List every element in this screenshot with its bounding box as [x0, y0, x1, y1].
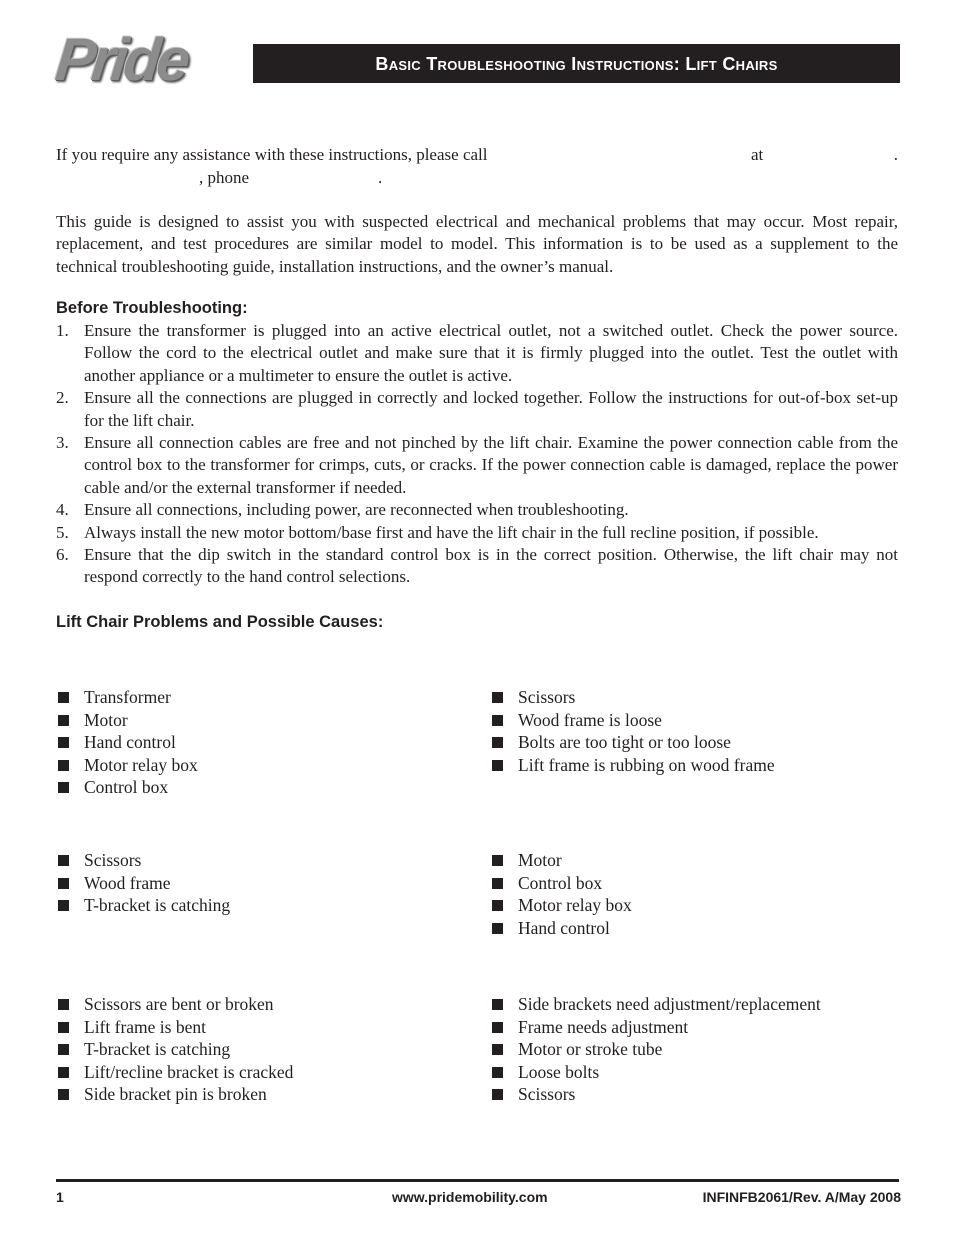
square-bullet-icon [492, 1067, 503, 1078]
cause-text: Side bracket pin is broken [84, 1084, 267, 1105]
cause-item [490, 917, 632, 940]
cause-item [56, 709, 198, 732]
cause-text: Wood frame is loose [518, 709, 662, 730]
cause-item [56, 776, 198, 799]
cause-item [490, 1083, 821, 1106]
assistance-period: . [893, 145, 898, 164]
cause-text: Scissors [518, 687, 576, 707]
cause-item [490, 1038, 821, 1061]
step-number: 1. [56, 321, 69, 340]
square-bullet-icon [492, 878, 503, 889]
square-bullet-icon [58, 782, 69, 793]
cause-list-4 [490, 849, 632, 939]
cause-text: Hand control [84, 732, 176, 753]
cause-text: Frame needs adjustment [518, 1016, 689, 1037]
assistance-at: at [751, 145, 764, 164]
step-item [56, 320, 898, 387]
step-item [56, 387, 898, 432]
cause-item [56, 1083, 293, 1106]
cause-text: Motor [518, 850, 562, 870]
cause-text: Loose bolts [518, 1061, 600, 1082]
pride-logo: Pride [52, 26, 190, 93]
step-number: 3. [56, 433, 69, 453]
intro-paragraph: This guide is designed to assist you with suspected electrical and mechanical problems that may occur. Most repair, replacement, and test procedures are similar model to model. This information is to be used as a supplement to the technical troubleshooting guide, installation instructions, and the owner’s manual. [56, 212, 898, 276]
square-bullet-icon [492, 737, 503, 748]
assistance-period-2: . [378, 168, 383, 187]
square-bullet-icon [492, 923, 503, 934]
cause-item [56, 1016, 293, 1039]
assistance-text: If you require any assistance with these instructions, please call [56, 145, 488, 164]
cause-text: Wood frame [84, 872, 171, 893]
square-bullet-icon [58, 737, 69, 748]
step-item [56, 499, 898, 521]
cause-text: Control box [518, 872, 603, 893]
square-bullet-icon [58, 1089, 69, 1100]
cause-text: Lift/recline bracket is cracked [84, 1061, 294, 1082]
square-bullet-icon [492, 855, 503, 866]
cause-text: Motor relay box [84, 754, 198, 775]
before-troubleshooting-steps [56, 320, 898, 589]
square-bullet-icon [492, 692, 503, 703]
cause-item [490, 686, 775, 709]
cause-item [490, 993, 821, 1016]
cause-item [56, 872, 230, 895]
square-bullet-icon [58, 878, 69, 889]
step-text: Ensure that the dip switch in the standard control box is in the correct position. Otherwise, the lift chair may not respond correctly to the hand control selections. [84, 545, 898, 587]
cause-text: Scissors [84, 850, 142, 870]
footer-rule [56, 1179, 899, 1182]
cause-list-1 [56, 686, 198, 799]
cause-item [56, 894, 230, 917]
cause-text: Scissors [518, 1084, 576, 1105]
cause-text: Hand control [518, 917, 610, 938]
step-item [56, 432, 898, 499]
before-troubleshooting-heading: Before Troubleshooting: [56, 299, 248, 317]
cause-text: Scissors are bent or broken [84, 994, 274, 1014]
step-text: Always install the new motor bottom/base first and have the lift chair in the full recline position, if possible. [84, 522, 819, 542]
step-item [56, 522, 898, 544]
page-number: 1 [56, 1189, 64, 1205]
cause-text: Motor relay box [518, 895, 632, 916]
cause-item [490, 894, 632, 917]
cause-text: Side brackets need adjustment/replacement [518, 994, 821, 1014]
cause-text: Lift frame is bent [84, 1016, 206, 1037]
step-text: Ensure all connection cables are free and not pinched by the lift chair. Examine the power connection cable from the control box to the transformer for crimps, cuts, or cracks. If the power connection cable is damaged, replace the power cable and/or the external transformer if needed. [84, 433, 898, 497]
step-number: 4. [56, 500, 69, 520]
step-item [56, 544, 898, 589]
cause-item [56, 731, 198, 754]
square-bullet-icon [58, 760, 69, 771]
cause-text: Transformer [84, 687, 171, 707]
step-text: Ensure the transformer is plugged into an active electrical outlet, not a switched outlet. Check the power source. Follow the cord to the electrical outlet and make sure that it is firmly plugged into the outlet. Test the outlet with another appliance or a multimeter to ensure the outlet is active. [84, 321, 898, 385]
step-text: Ensure all the connections are plugged in correctly and locked together. Follow the instructions for out-of-box set-up for the lift chair. [84, 388, 898, 430]
square-bullet-icon [58, 692, 69, 703]
cause-item [490, 1061, 821, 1084]
cause-list-2 [490, 686, 775, 776]
cause-text: T-bracket is catching [84, 895, 231, 916]
cause-text: Control box [84, 777, 169, 798]
square-bullet-icon [492, 900, 503, 911]
square-bullet-icon [492, 1089, 503, 1100]
step-number: 5. [56, 522, 69, 542]
cause-item [56, 849, 230, 872]
website-link[interactable]: www.pridemobility.com [392, 1189, 548, 1205]
square-bullet-icon [58, 855, 69, 866]
document-title: Basic Troubleshooting Instructions: Lift Chairs [253, 44, 900, 83]
cause-item [56, 1038, 293, 1061]
problems-heading: Lift Chair Problems and Possible Causes: [56, 613, 384, 631]
cause-item [490, 849, 632, 872]
cause-item [490, 754, 775, 777]
cause-item [490, 872, 632, 895]
step-text: Ensure all connections, including power, are reconnected when troubleshooting. [84, 500, 629, 520]
document-id: INFINFB2061/Rev. A/May 2008 [702, 1189, 901, 1205]
cause-item [490, 709, 775, 732]
square-bullet-icon [492, 760, 503, 771]
step-number: 6. [56, 545, 69, 565]
cause-list-6 [490, 993, 821, 1106]
cause-item [490, 731, 775, 754]
square-bullet-icon [58, 999, 69, 1010]
cause-item [56, 1061, 293, 1084]
square-bullet-icon [58, 1067, 69, 1078]
step-number: 2. [56, 388, 69, 408]
cause-text: Bolts are too tight or too loose [518, 732, 731, 753]
square-bullet-icon [492, 999, 503, 1010]
cause-text: Motor [84, 709, 128, 730]
cause-text: T-bracket is catching [84, 1039, 231, 1060]
square-bullet-icon [492, 1044, 503, 1055]
square-bullet-icon [492, 715, 503, 726]
cause-item [56, 993, 293, 1016]
cause-item [490, 1016, 821, 1039]
cause-text: Lift frame is rubbing on wood frame [518, 754, 775, 775]
cause-item [56, 754, 198, 777]
square-bullet-icon [492, 1022, 503, 1033]
square-bullet-icon [58, 1022, 69, 1033]
square-bullet-icon [58, 715, 69, 726]
cause-list-5 [56, 993, 293, 1106]
assistance-line-1 [56, 144, 898, 166]
square-bullet-icon [58, 900, 69, 911]
cause-list-3 [56, 849, 230, 917]
assistance-phone: , phone [199, 168, 250, 187]
cause-text: Motor or stroke tube [518, 1039, 663, 1060]
cause-item [56, 686, 198, 709]
square-bullet-icon [58, 1044, 69, 1055]
